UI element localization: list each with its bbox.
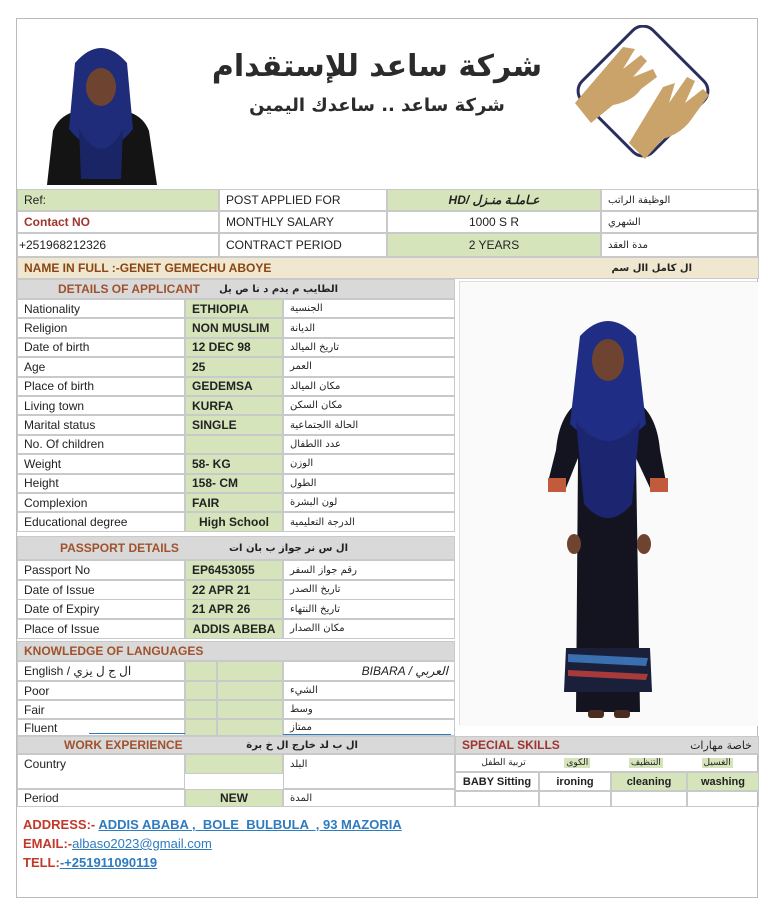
applicant-field-ar: الحالة االجتماعية (283, 415, 455, 434)
skills-header (455, 736, 759, 754)
applicant-field-ar: لون البشرة (283, 493, 455, 512)
skills-title: SPECIAL SKILLS (462, 738, 560, 752)
skill-ar-4: تربية الطفل (481, 758, 526, 768)
applicant-field-ar: مكان السكن (283, 396, 455, 415)
work-header (17, 736, 455, 754)
applicant-field-ar: الدرجة التعليمية (283, 512, 455, 531)
skill-ar-2: التنظيف (630, 758, 661, 768)
tel-label: TELL: (23, 855, 60, 870)
applicant-field-value: 25 (185, 357, 283, 376)
applicant-field-value (185, 435, 283, 454)
lang-fluent-box2 (217, 719, 283, 736)
applicant-field-value: NON MUSLIM (185, 318, 283, 337)
contract-value: 2 YEARS (387, 233, 601, 257)
languages-header (17, 641, 455, 661)
name-row (17, 257, 759, 279)
address-label: ADDRESS:- (23, 817, 96, 832)
skill-ironing: ironing (539, 772, 611, 791)
skill-empty-2 (539, 791, 611, 807)
company-tagline: شركة ساعد .. ساعدك اليمين (249, 95, 505, 116)
salary-value: 1000 S R (387, 211, 601, 233)
lang-en-box1 (185, 661, 217, 681)
applicant-field-ar: مكان الميالد (283, 377, 455, 396)
applicant-field-label: Height (17, 474, 185, 493)
skill-cleaning: cleaning (611, 772, 687, 791)
applicant-field-value: ETHIOPIA (185, 299, 283, 318)
salary-label: MONTHLY SALARY (219, 211, 387, 233)
skill-baby-sitting: BABY Sitting (455, 772, 539, 791)
tel-line (23, 855, 157, 870)
work-period-ar: المدة (283, 789, 455, 807)
applicant-title-ar: الطايب م يدم د نا ص يل (219, 283, 338, 295)
skill-empty-3 (611, 791, 687, 807)
applicant-field-value: GEDEMSA (185, 377, 283, 396)
applicant-field-value: 12 DEC 98 (185, 338, 283, 357)
lang-fluent-box1 (185, 719, 217, 736)
lang-poor: Poor (17, 681, 185, 700)
email-label: EMAIL:- (23, 836, 73, 851)
lang-fair-box2 (217, 700, 283, 719)
passport-field-value: 21 APR 26 (185, 599, 283, 619)
applicant-field-label: Marital status (17, 415, 185, 434)
applicant-field-label: Date of birth (17, 338, 185, 357)
passport-title-ar: ال س نر جواز ب بان ات (229, 542, 348, 554)
applicant-field-label: Age (17, 357, 185, 376)
lang-fair: Fair (17, 700, 185, 719)
tel-value[interactable]: -+251911090119 (59, 855, 158, 870)
work-country: Country (17, 754, 185, 789)
applicant-field-ar: الديانة (283, 318, 455, 337)
ref-label: Ref: (17, 189, 219, 211)
applicant-field-ar: عدد االطفال (283, 435, 455, 454)
skill-empty-4 (687, 791, 759, 807)
skill-empty-1 (455, 791, 539, 807)
company-name: شركة ساعد للإستقدام (211, 49, 543, 84)
passport-field-ar: تاريخ االنتهاء (283, 599, 455, 619)
applicant-field-ar: الجنسية (283, 299, 455, 318)
passport-title: PASSPORT DETAILS (60, 541, 179, 555)
applicant-field-ar: العمر (283, 357, 455, 376)
skill-ar-1: الغسيل (703, 758, 731, 768)
full-name-ar: ال كامل اال سم (611, 262, 692, 274)
lang-en-box2 (217, 661, 283, 681)
applicant-field-ar: الوزن (283, 454, 455, 473)
passport-field-value: ADDIS ABEBA (185, 619, 283, 639)
skill-ar-3: الكوى (566, 758, 589, 768)
passport-field-label: Place of Issue (17, 619, 185, 639)
lang-underline-left (89, 733, 185, 734)
applicant-field-label: Complexion (17, 493, 185, 512)
applicant-field-label: Nationality (17, 299, 185, 318)
lang-english: English / ال ج ل يزي (17, 661, 185, 681)
passport-section-header (17, 536, 455, 560)
lang-fluent-ar: ممتاز (283, 719, 455, 736)
applicant-field-value: 158- CM (185, 474, 283, 493)
applicant-field-label: Place of birth (17, 377, 185, 396)
applicant-field-value: FAIR (185, 493, 283, 512)
post-ar: الوظيفة الراتب (601, 189, 759, 211)
languages-title: KNOWLEDGE OF LANGUAGES (24, 644, 204, 658)
work-period-value: NEW (185, 789, 283, 807)
applicant-field-value: 58- KG (185, 454, 283, 473)
header-photo (17, 19, 185, 185)
company-logo (563, 25, 723, 175)
work-country-ar: البلد (283, 754, 455, 789)
applicant-field-label: Living town (17, 396, 185, 415)
skills-ar-row (455, 754, 759, 772)
cv-sheet (16, 18, 758, 898)
email-line (23, 836, 212, 851)
full-name: NAME IN FULL :-GENET GEMECHU ABOYE (24, 261, 272, 275)
applicant-field-ar: الطول (283, 474, 455, 493)
lang-fair-box1 (185, 700, 217, 719)
passport-field-ar: تاريخ االصدر (283, 580, 455, 600)
lang-poor-box1 (185, 681, 217, 700)
work-title-ar: ال ب لد خارج ال خ برة (246, 739, 358, 751)
passport-field-label: Date of Issue (17, 580, 185, 600)
applicant-field-value: High School (185, 512, 283, 531)
lang-fair-ar: وسط (283, 700, 455, 719)
passport-field-ar: مكان االصدار (283, 619, 455, 639)
lang-arabic: BIBARA / العربي (283, 661, 455, 681)
full-body-photo (459, 281, 757, 725)
email-value[interactable]: albaso2023@gmail.com (72, 836, 212, 851)
work-country-value (185, 754, 283, 774)
lang-fluent: Fluent (17, 719, 185, 736)
contact-phone: +251968212326 (17, 233, 219, 257)
applicant-field-value: KURFA (185, 396, 283, 415)
applicant-section-header (17, 279, 455, 299)
applicant-field-ar: تاريخ الميالد (283, 338, 455, 357)
skills-title-ar: خاصة مهارات (690, 738, 752, 752)
contract-label: CONTRACT PERIOD (219, 233, 387, 257)
applicant-field-label: Religion (17, 318, 185, 337)
salary-ar: الشهري (601, 211, 759, 233)
address-line (23, 817, 402, 832)
contract-ar: مدة العقد (601, 233, 759, 257)
applicant-field-label: Educational degree (17, 512, 185, 531)
lang-poor-ar: الشيء (283, 681, 455, 700)
applicant-title: DETAILS OF APPLICANT (58, 282, 200, 296)
passport-field-ar: رقم جواز السفر (283, 560, 455, 580)
skill-washing: washing (687, 772, 759, 791)
work-period: Period (17, 789, 185, 807)
passport-field-value: 22 APR 21 (185, 580, 283, 600)
applicant-field-value: SINGLE (185, 415, 283, 434)
work-title: WORK EXPERIENCE (64, 738, 183, 752)
applicant-field-label: No. Of children (17, 435, 185, 454)
address-value[interactable]: ADDIS ABABA , BOLE BULBULA , 93 MAZORIA (98, 817, 402, 832)
passport-field-label: Date of Expiry (17, 599, 185, 619)
contact-label: Contact NO (17, 211, 219, 233)
lang-poor-box2 (217, 681, 283, 700)
lang-underline-right (283, 734, 451, 735)
post-label: POST APPLIED FOR (219, 189, 387, 211)
passport-field-label: Passport No (17, 560, 185, 580)
passport-field-value: EP6453055 (185, 560, 283, 580)
post-value: HD/ عـاملـة منـزل (387, 189, 601, 211)
applicant-field-label: Weight (17, 454, 185, 473)
